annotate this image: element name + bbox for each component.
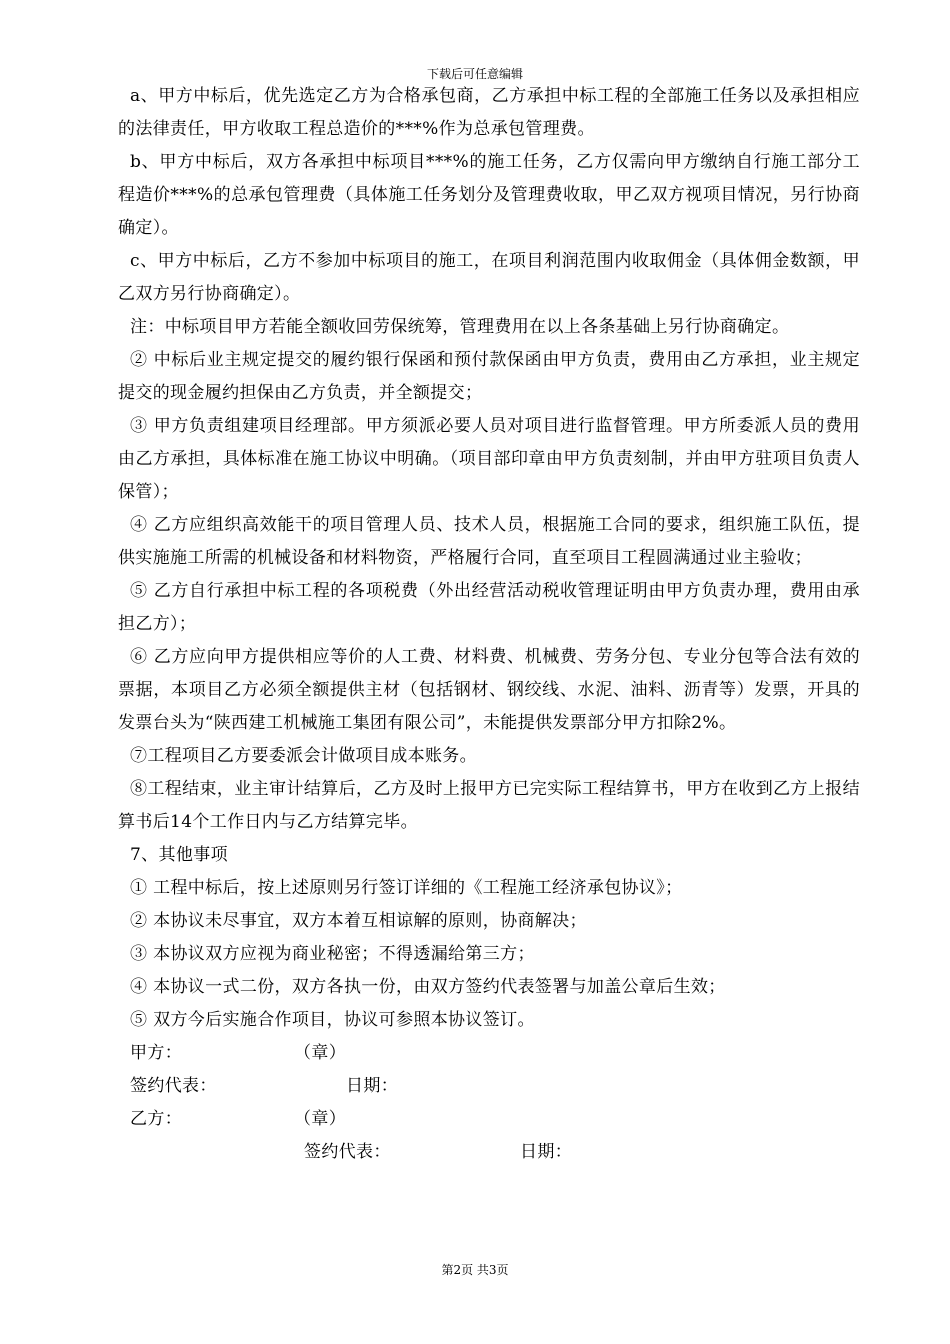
party-a-line — [118, 1037, 860, 1070]
page-footer: 第2页 共3页 — [441, 1263, 509, 1277]
other-item-4: ④ 本协议一式二份，双方各执一份，由双方签约代表签署与加盖公章后生效； — [130, 977, 726, 997]
header-note: 下载后可任意编辑 — [426, 67, 523, 81]
clause-c: c、甲方中标后，乙方不参加中标项目的施工，在项目利润范围内收取佣金（具体佣金数额，甲乙双方另行协商确定）。 — [118, 251, 860, 304]
item-4-organization: ④ 乙方应组织高效能干的项目管理人员、技术人员，根据施工合同的要求，组织施工队伍，提供实施施工所需的机械设备和材料物资，严格履行合同，直至项目工程圆满通过业主验收； — [118, 515, 860, 568]
section-7-heading: 7、其他事项 — [130, 845, 228, 865]
other-item-5: ⑤ 双方今后实施合作项目，协议可参照本协议签订。 — [130, 1010, 535, 1030]
party-a-seal: （章） — [294, 1043, 347, 1063]
other-item-2: ② 本协议未尽事宜，双方本着互相谅解的原则，协商解决； — [130, 911, 587, 931]
party-a-rep-line — [118, 1070, 860, 1103]
item-8-settlement: ⑧工程结束，业主审计结算后，乙方及时上报甲方已完实际工程结算书，甲方在收到乙方上报结算书后14个工作日内与乙方结算完毕。 — [118, 779, 860, 832]
party-a-date-label: 日期： — [346, 1076, 399, 1096]
item-2-guarantee: ② 中标后业主规定提交的履约银行保函和预付款保函由甲方负责，费用由乙方承担，业主规定提交的现金履约担保由乙方负责，并全额提交； — [118, 350, 860, 403]
note-paragraph: 注：中标项目甲方若能全额收回劳保统筹，管理费用在以上各条基础上另行协商确定。 — [130, 317, 790, 337]
party-b-date-label: 日期： — [520, 1142, 573, 1162]
party-b-rep-label: 签约代表： — [304, 1142, 391, 1162]
item-3-project-department: ③ 甲方负责组建项目经理部。甲方须派必要人员对项目进行监督管理。甲方所委派人员的费用由乙方承担，具体标准在施工协议中明确。（项目部印章由甲方负责刻制，并由甲方驻项目负责人保管）； — [118, 416, 860, 502]
party-b-seal: （章） — [294, 1109, 347, 1129]
clause-a: a、甲方中标后，优先选定乙方为合格承包商，乙方承担中标工程的全部施工任务以及承担相应的法律责任，甲方收取工程总造价的***%作为总承包管理费。 — [118, 86, 860, 139]
party-b-rep-line — [118, 1136, 860, 1169]
party-b-line — [118, 1103, 860, 1136]
clause-b: b、甲方中标后，双方各承担中标项目***%的施工任务，乙方仅需向甲方缴纳自行施工部分工程造价***%的总承包管理费（具体施工任务划分及管理费收取，甲乙双方视项目情况，另行协商确定）。 — [118, 152, 860, 238]
party-a-label: 甲方： — [130, 1043, 183, 1063]
item-6-invoices: ⑥ 乙方应向甲方提供相应等价的人工费、材料费、机械费、劳务分包、专业分包等合法有效的票据，本项目乙方必须全额提供主材（包括钢材、钢绞线、水泥、油料、沥青等）发票，开具的发票台头为“陕西建工机械施工集团有限公司”，未能提供发票部分甲方扣除2%。 — [118, 647, 860, 733]
item-5-taxes: ⑤ 乙方自行承担中标工程的各项税费（外出经营活动税收管理证明由甲方负责办理，费用由承担乙方）； — [118, 581, 860, 634]
other-item-3: ③ 本协议双方应视为商业秘密；不得透漏给第三方； — [130, 944, 535, 964]
party-a-rep-label: 签约代表： — [130, 1076, 217, 1096]
other-item-1: ① 工程中标后，按上述原则另行签订详细的《工程施工经济承包协议》； — [130, 878, 683, 898]
party-b-label: 乙方： — [130, 1109, 183, 1129]
document-body — [118, 80, 860, 1169]
item-7-accounting: ⑦工程项目乙方要委派会计做项目成本账务。 — [130, 746, 477, 766]
